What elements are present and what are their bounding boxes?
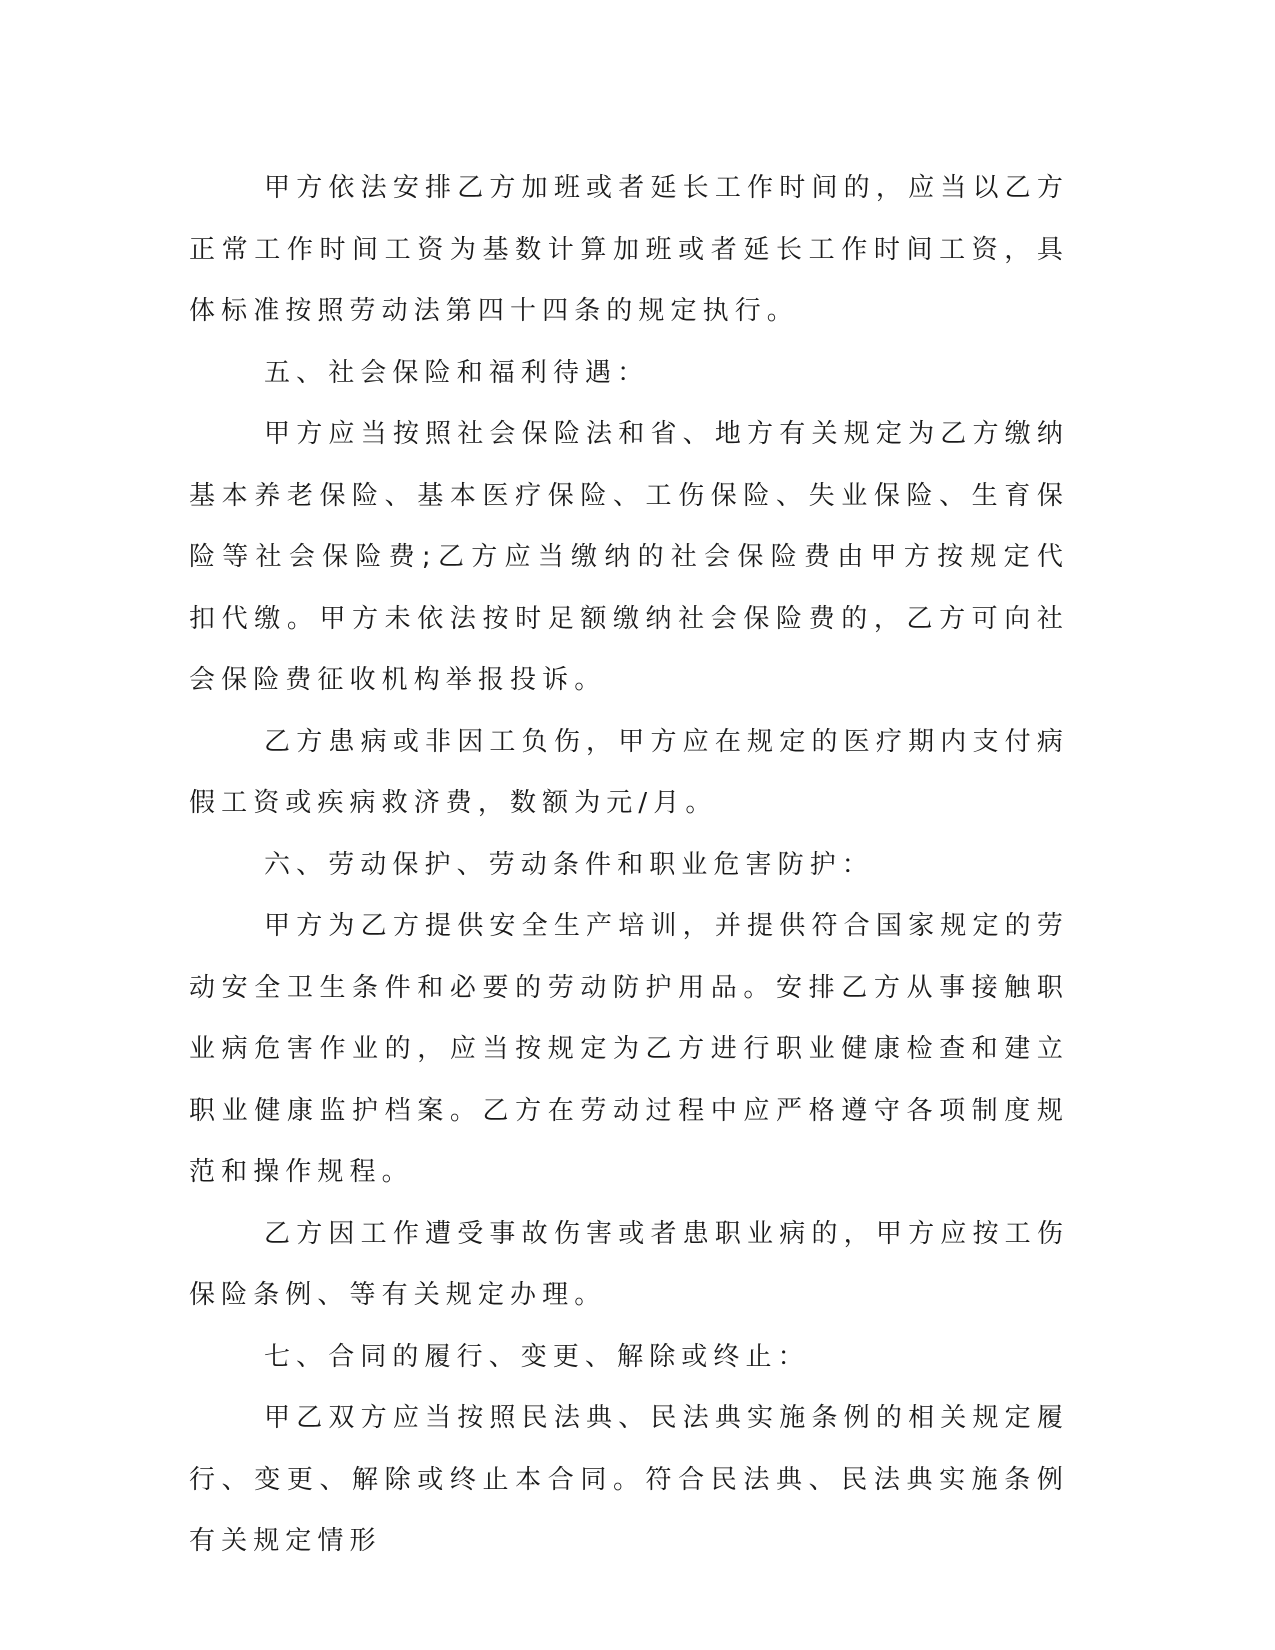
paragraph-contract-performance: 甲乙双方应当按照民法典、民法典实施条例的相关规定履行、变更、解除或终止本合同。符合民法典、民法典实施条例有关规定情形 <box>189 1403 1069 1556</box>
section-heading-social-insurance: 五、社会保险和福利待遇： <box>264 357 650 388</box>
section-heading-labor-protection: 六、劳动保护、劳动条件和职业危害防护： <box>264 849 874 880</box>
section-heading-contract-performance: 七、合同的履行、变更、解除或终止： <box>264 1341 810 1372</box>
paragraph-safety-training: 甲方为乙方提供安全生产培训，并提供符合国家规定的劳动安全卫生条件和必要的劳动防护用品。安排乙方从事接触职业病危害作业的，应当按规定为乙方进行职业健康检查和建立职业健康监护档案。乙方在劳动过程中应严格遵守各项制度规范和操作规程。 <box>189 911 1069 1187</box>
paragraph-social-insurance: 甲方应当按照社会保险法和省、地方有关规定为乙方缴纳基本养老保险、基本医疗保险、工伤保险、失业保险、生育保险等社会保险费;乙方应当缴纳的社会保险费由甲方按规定代扣代缴。甲方未依法按时足额缴纳社会保险费的，乙方可向社会保险费征收机构举报投诉。 <box>189 419 1069 695</box>
paragraph-work-injury: 乙方因工作遭受事故伤害或者患职业病的，甲方应按工伤保险条例、等有关规定办理。 <box>189 1218 1069 1310</box>
paragraph-overtime-pay: 甲方依法安排乙方加班或者延长工作时间的，应当以乙方正常工作时间工资为基数计算加班或者延长工作时间工资，具体标准按照劳动法第四十四条的规定执行。 <box>189 173 1069 326</box>
paragraph-sick-leave: 乙方患病或非因工负伤，甲方应在规定的医疗期内支付病假工资或疾病救济费，数额为元/月。 <box>189 726 1069 818</box>
document-body <box>189 158 1069 1573</box>
